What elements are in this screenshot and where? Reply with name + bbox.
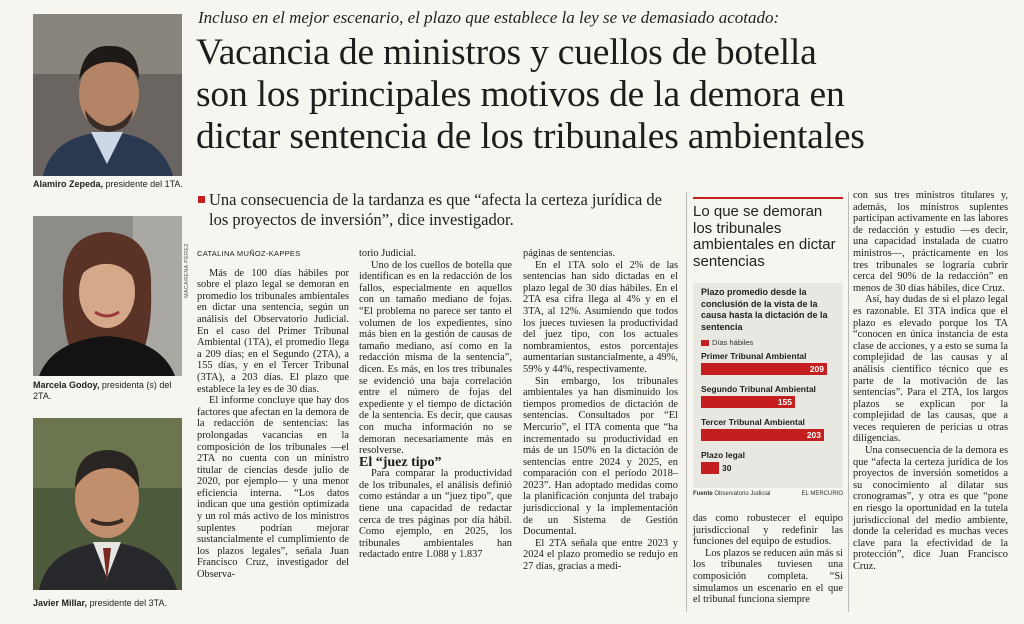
bar-category-label: Primer Tribunal Ambiental — [701, 351, 807, 361]
chart-source — [693, 491, 770, 497]
paragraph: torio Judicial. — [359, 248, 417, 259]
byline: CATALINA MUÑOZ-KAPPES — [197, 249, 301, 258]
bar-category-label: Plazo legal — [701, 450, 745, 460]
photo-credit: MACARENA PÉREZ — [184, 243, 190, 298]
brand-label: EL MERCURIO — [801, 491, 843, 497]
bar-category-label: Segundo Tribunal Ambiental — [701, 384, 816, 394]
chart-panel — [693, 283, 843, 488]
headline-line: son los principales motivos de la demora en — [196, 74, 845, 115]
headline-line: dictar sentencia de los tribunales ambientales — [196, 116, 865, 157]
paragraph: El 2TA señala que entre 2023 y 2024 el plazo promedio se redujo en 27 días, gracias a medi- — [523, 537, 678, 573]
paragraph: Más de 100 días hábiles por sobre el plazo legal se demoran en promedio los tribunales ambientales en dictar una sentencia, según un análisis del Observatorio Judicial. En el caso del Primer Tribunal Ambiental (1TA), el promedio llega a 209 días; en el Segundo (2TA), a 155 días, y en el Tercer Tribunal (3TA), a 203 días. El plazo que establece la ley es de 30 días. — [197, 267, 349, 395]
paragraph: das como robustecer el equipo jurisdiccional y redefinir las funciones del equipo de estudios. — [693, 513, 843, 548]
column-divider — [848, 192, 849, 612]
article-column-3 — [523, 248, 678, 573]
caption-role: presidenta (s) del 2TA. — [33, 380, 172, 401]
legend-label: Días hábiles — [712, 338, 754, 347]
paragraph: Así, hay dudas de si el plazo legal es razonable. El 3TA indica que el plazo es elevado porque los TA “conocen en única instancia de esta clase de acciones, y a esto se suma la complejidad de las causas y al análisis científico técnico que es parte de la motivación de las sentencias”. Para el 2TA, los largos plazos se explican por la complejidad de las causas, que a veces requieren de pericias u otras diligencias. — [853, 294, 1008, 445]
photo-alamiro-zepeda — [33, 14, 182, 176]
caption-godoy — [33, 380, 185, 402]
caption-name: Marcela Godoy, — [33, 380, 100, 390]
bar-value-label: 203 — [806, 430, 821, 440]
column-divider — [686, 192, 687, 612]
infobox-rule — [693, 197, 843, 199]
paragraph: En el 1TA solo el 2% de las sentencias han sido dictadas en el plazo legal de 30 días hábiles. En el 2TA esa cifra llega al 4% y en el 3TA, al 12%. Asumiendo que todos los jueces tuviesen la productividad del juez tipo, con los actuales nombramientos, estos porcentajes aumentarían sustancialmente, a 49%, 59% y 44%, respectivamente. — [523, 259, 678, 375]
bar-value-label: 30 — [722, 463, 732, 473]
deck: Una consecuencia de la tardanza es que “afecta la certeza jurídica de los proyectos de inversión”, dice investigador. — [209, 190, 663, 229]
bar-category-label: Tercer Tribunal Ambiental — [701, 417, 805, 427]
bar-value-label: 155 — [777, 397, 792, 407]
chart-title: Plazo promedio desde la conclusión de la vista de la causa hasta la dictación de la sentencia — [701, 287, 828, 332]
caption-role: presidente del 1TA. — [105, 179, 183, 189]
caption-zepeda — [33, 179, 185, 190]
caption-name: Alamiro Zepeda, — [33, 179, 104, 189]
paragraph: Uno de los cuellos de botella que identifican es en la redacción de los fallos, especialmente en aquellos con un tamaño mediano de fojas. “El problema no parece ser tanto el volumen de los expedientes, sino más bien en la gestión de causas de tamaño mediano, así como en la redacción misma de la sentencia”, dicen. Es más, en los tres tribunales se evidenció una baja correlación entre el número de fojas del expediente y el tiempo de dictación de la sentencia. Es decir, que causas con mucha información no se demoran necesariamente más en resolverse. — [359, 259, 512, 457]
paragraph: con sus tres ministros titulares y, además, los ministros suplentes participan activamente en las labores de redacción y estudio —es decir, una capacidad instalada de cuatro ministros—, prácticamente en los tres tribunales se lograría cubrir cerca del 90% de la redacción” en menos de 30 días hábiles, dice Cruz. — [853, 190, 1008, 294]
kicker: Incluso en el mejor escenario, el plazo que establece la ley se ve demasiado acotado: — [198, 8, 780, 27]
photo-javier-millar — [33, 418, 182, 590]
chart-legend — [701, 338, 753, 347]
deck-bullet-icon — [198, 196, 205, 203]
bar — [701, 462, 719, 474]
paragraph: páginas de sentencias. — [523, 248, 616, 259]
article-column-1 — [197, 248, 349, 581]
infobox-title: Lo que se demoran los tribunales ambientales en dictar sentencias — [693, 203, 836, 270]
infobox — [693, 197, 843, 507]
article-column-2 — [359, 248, 512, 561]
bar-value-label: 209 — [809, 364, 824, 374]
article-column-5 — [853, 190, 1008, 573]
source-value: Observatorio Judicial — [714, 491, 771, 497]
paragraph: Una consecuencia de la demora es que “afecta la certeza jurídica de los proyectos de inversión sometidos a su conocimiento al dilatar sus cronogramas”, y otra es que “pone en riesgo la oportunidad en la tutela jurisdiccional del medio ambiente, donde la celeridad es muchas veces clave para la efectividad de la protección”, dice Juan Francisco Cruz. — [853, 445, 1008, 572]
caption-role: presidente del 3TA. — [89, 598, 167, 608]
subhead: El “juez tipo” — [359, 454, 442, 470]
paragraph: El informe concluye que hay dos factores que afectan en la demora de la redacción de sentencias: las prolongadas vacancias en la composición de los tribunales —el 2TA no cuenta con un ministro titular de ciencias desde julio de 2020, por ejemplo— y una menor eficiencia interna. “Los datos indican que una gestión optimizada y un rol más activo de los ministros suplentes podrían mejorar sustancialmente el cumplimiento de los plazos legales”, señala Juan Francisco Cruz, investigador del Observa- — [197, 395, 349, 581]
headline — [196, 32, 1006, 158]
article-column-4 — [693, 513, 843, 606]
paragraph: Sin embargo, los tribunales ambientales ya han disminuido los tiempos promedios de dictación de sentencias. Consultados por “El Mercurio”, el ITA comenta que “ha incrementado su productividad en más de un 150% en la dictación de sentencias entre 2024 y 2025, en comparación con el período 2018–2023”. Han adoptado medidas como la planificación conjunta del trabajo jurisdiccional y la implementación de un Sistema de Gestión Documental. — [523, 375, 678, 538]
caption-millar — [33, 598, 185, 609]
paragraph: Los plazos se reducen aún más si los tribunales tuviesen una composición completa. “Si simulamos un escenario en el que el tribunal funciona siempre — [693, 547, 843, 606]
photo-marcela-godoy — [33, 216, 182, 376]
paragraph: Para comparar la productividad de los tribunales, el análisis definió como estándar a un “juez tipo”, que tiene una capacidad de redactar cerca de tres páginas por día hábil. Como ejemplo, en 2025, los tribunales ambientales han redactado entre 1.088 y 1.837 — [359, 468, 512, 561]
source-label: Fuente — [693, 491, 713, 497]
caption-name: Javier Millar, — [33, 598, 88, 608]
legend-swatch — [701, 340, 709, 346]
headline-line: Vacancia de ministros y cuellos de botella — [196, 32, 817, 73]
